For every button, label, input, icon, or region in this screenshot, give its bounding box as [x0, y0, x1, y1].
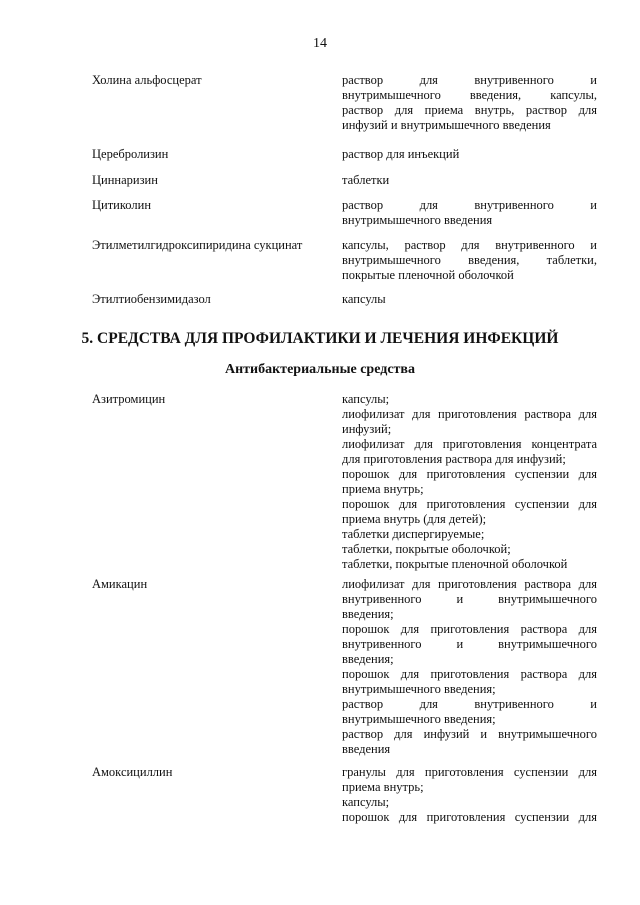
dosage-form-line: приема внутрь (для детей); [342, 512, 487, 526]
dosage-form-line: покрытые пленочной оболочкой [342, 268, 514, 282]
dosage-form-line: инфузий и внутримышечного введения [342, 118, 551, 132]
dosage-form-line: капсулы, раствор для внутривенного и [342, 238, 597, 252]
dosage-form-line: капсулы [342, 292, 386, 306]
drug-name: Этилтиобензимидазол [92, 292, 211, 306]
dosage-forms [342, 392, 597, 572]
dosage-form-line: таблетки, покрытые пленочной оболочкой [342, 557, 568, 571]
dosage-form-line: внутримышечного введения, таблетки, [342, 253, 597, 267]
dosage-form-line: лиофилизат для приготовления раствора для [342, 407, 597, 421]
dosage-forms [342, 765, 597, 825]
dosage-form-line: раствор для инъекций [342, 147, 460, 161]
dosage-form-line: раствор для внутривенного и [342, 73, 597, 87]
dosage-form-line: введения [342, 742, 391, 756]
dosage-form-line: внутривенного и внутримышечного [342, 592, 597, 606]
drug-name: Амикацин [92, 577, 148, 591]
dosage-forms [342, 198, 597, 228]
dosage-form-line: раствор для внутривенного и [342, 198, 597, 212]
dosage-form-line: порошок для приготовления раствора для [342, 622, 597, 636]
dosage-form-line: внутримышечного введения [342, 213, 493, 227]
dosage-form-line: капсулы; [342, 795, 390, 809]
drug-name: Церебролизин [92, 147, 169, 161]
dosage-form-line: внутримышечного введения; [342, 712, 496, 726]
dosage-form-line: капсулы; [342, 392, 390, 406]
dosage-form-line: инфузий; [342, 422, 392, 436]
drug-name: Циннаризин [92, 173, 158, 187]
dosage-form-line: таблетки диспергируемые; [342, 527, 485, 541]
subsection-title: Антибактериальные средства [225, 362, 415, 377]
dosage-forms [342, 577, 597, 757]
dosage-form-line: лиофилизат для приготовления раствора для [342, 577, 597, 591]
drug-name: Холина альфосцерат [92, 73, 202, 87]
dosage-form-line: раствор для инфузий и внутримышечного [342, 727, 597, 741]
drug-name: Азитромицин [92, 392, 166, 406]
dosage-form-line: для приготовления раствора для инфузий; [342, 452, 566, 466]
section-title: 5. СРЕДСТВА ДЛЯ ПРОФИЛАКТИКИ И ЛЕЧЕНИЯ ИНФЕКЦИЙ [81, 330, 559, 347]
dosage-form-line: лиофилизат для приготовления концентрата [342, 437, 597, 451]
dosage-form-line: внутримышечного введения; [342, 682, 496, 696]
dosage-form-line: введения; [342, 652, 394, 666]
dosage-form-line: раствор для внутривенного и [342, 697, 597, 711]
dosage-form-line: внутривенного и внутримышечного [342, 637, 597, 651]
drug-name: Этилметилгидроксипиридина сукцинат [92, 238, 303, 252]
dosage-form-line: приема внутрь; [342, 482, 424, 496]
dosage-form-line: раствор для приема внутрь, раствор для [342, 103, 597, 117]
dosage-forms [342, 173, 597, 188]
dosage-form-line: порошок для приготовления суспензии для [342, 810, 597, 824]
dosage-form-line: порошок для приготовления раствора для [342, 667, 597, 681]
drug-name: Цитиколин [92, 198, 152, 212]
dosage-form-line: введения; [342, 607, 394, 621]
dosage-form-line: внутримышечного введения, капсулы, [342, 88, 597, 102]
dosage-forms [342, 238, 597, 283]
dosage-form-line: приема внутрь; [342, 780, 424, 794]
page-number: 14 [313, 36, 327, 51]
dosage-form-line: таблетки, покрытые оболочкой; [342, 542, 511, 556]
dosage-form-line: гранулы для приготовления суспензии для [342, 765, 597, 779]
dosage-forms [342, 147, 597, 162]
dosage-forms [342, 292, 597, 307]
dosage-forms [342, 73, 597, 133]
dosage-form-line: порошок для приготовления суспензии для [342, 497, 597, 511]
dosage-form-line: порошок для приготовления суспензии для [342, 467, 597, 481]
dosage-form-line: таблетки [342, 173, 390, 187]
drug-name: Амоксициллин [92, 765, 173, 779]
